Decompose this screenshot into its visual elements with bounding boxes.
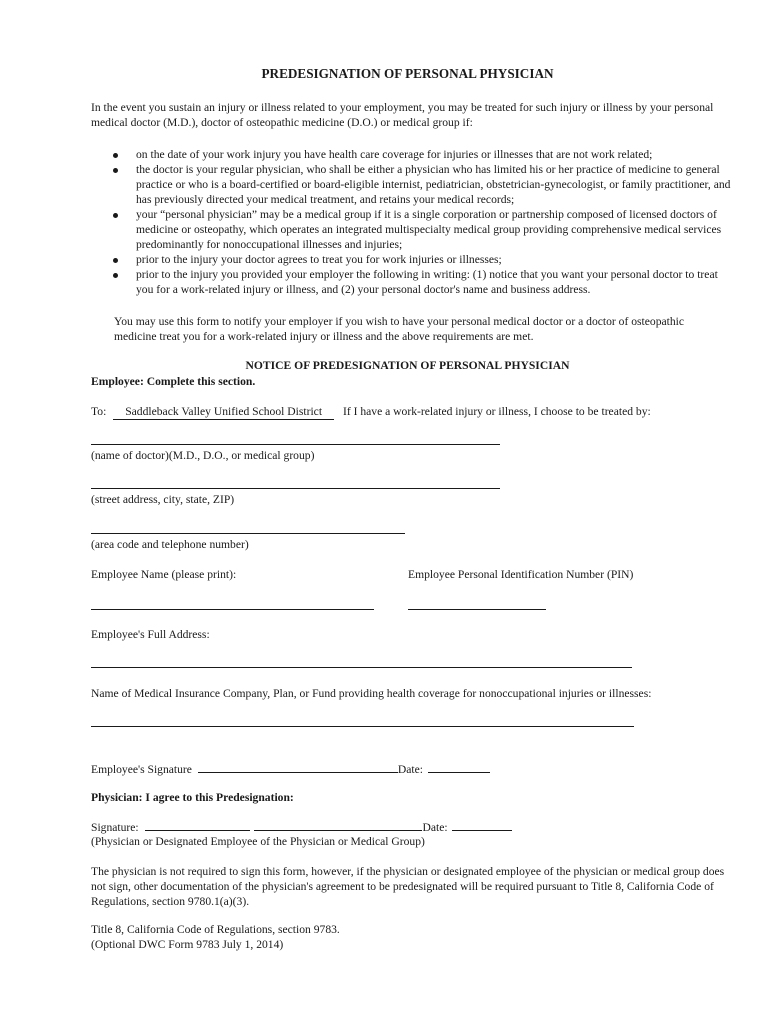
bullet-icon <box>113 168 118 173</box>
employee-section-heading: Employee: Complete this section. <box>91 375 256 388</box>
insurance-label: Name of Medical Insurance Company, Plan, or Fund providing health coverage for nonoccupational injuries or illnesses: <box>91 687 652 700</box>
employee-date-label: Date: <box>397 763 423 776</box>
physician-date-field[interactable] <box>452 819 512 831</box>
physician-date-label: Date: <box>422 821 448 834</box>
to-label: To: <box>91 405 107 418</box>
employee-address-label: Employee's Full Address: <box>91 628 210 641</box>
street-address-label: (street address, city, state, ZIP) <box>91 493 235 506</box>
physician-signature-row <box>91 819 512 835</box>
bullet-icon <box>113 273 118 278</box>
employee-signature-label: Employee's Signature <box>91 763 192 776</box>
phone-field[interactable] <box>91 533 405 534</box>
list-item: on the date of your work injury you have health care coverage for injuries or illnesses that are not work related; <box>91 147 731 162</box>
list-item: your “personal physician” may be a medical group if it is a single corporation or partnership composed of licensed doctors of medicine or osteopathy, which operates an integrated multispecialty medical group providing comprehensive medical services predominantly for nonoccupational illnesses and injuries; <box>91 207 731 252</box>
employee-name-field[interactable] <box>91 609 374 610</box>
doctor-name-label: (name of doctor)(M.D., D.O., or medical group) <box>91 449 315 462</box>
physician-note: The physician is not required to sign this form, however, if the physician or designated employee of the physician or medical group does not sign, other documentation of the physician's agreement to be predesignated will be required pursuant to Title 8, California Code of Regulations, section 9780.1(a)(3). <box>91 865 725 908</box>
notice-title: NOTICE OF PREDESIGNATION OF PERSONAL PHYSICIAN <box>245 359 570 372</box>
list-item: the doctor is your regular physician, who shall be either a physician who has limited his or her practice of medicine to general practice or who is a board-certified or board-eligible internist, pediatrician, obstetrician-gynecologist, or family practitioner, and has previously directed your medical treatment, and retains your medical records; <box>91 162 731 207</box>
list-item: prior to the injury you provided your employer the following in writing: (1) notice that you want your personal doctor to treat you for a work-related injury or illness, and (2) your personal doctor's name and business address. <box>91 267 731 297</box>
physician-signature-field-2[interactable] <box>254 819 422 831</box>
employee-address-field[interactable] <box>91 667 632 668</box>
physician-signature-field[interactable] <box>145 819 250 831</box>
employee-date-field[interactable] <box>428 761 490 773</box>
to-line <box>91 404 651 420</box>
bullet-icon <box>113 153 118 158</box>
physician-section-heading: Physician: I agree to this Predesignation: <box>91 791 294 804</box>
bullet-icon <box>113 258 118 263</box>
footer-citation: Title 8, California Code of Regulations, section 9783. <box>91 923 340 936</box>
doctor-name-field[interactable] <box>91 444 500 445</box>
bullet-icon <box>113 213 118 218</box>
employee-pin-field[interactable] <box>408 609 546 610</box>
physician-signature-label: Signature: <box>91 821 139 834</box>
to-suffix: If I have a work-related injury or illness, I choose to be treated by: <box>342 405 651 418</box>
employer-name-field[interactable]: Saddleback Valley Unified School District <box>113 404 334 420</box>
employee-pin-label: Employee Personal Identification Number (PIN) <box>408 568 634 581</box>
street-address-field[interactable] <box>91 488 500 489</box>
requirements-list <box>91 147 731 297</box>
physician-sub-label: (Physician or Designated Employee of the Physician or Medical Group) <box>91 835 425 848</box>
usage-note: You may use this form to notify your employer if you wish to have your personal medical doctor or a doctor of osteopathic medicine treat you for a work-related injury or illness and the above requirements are met. <box>114 315 685 343</box>
list-item: prior to the injury your doctor agrees to treat you for work injuries or illnesses; <box>91 252 731 267</box>
insurance-field[interactable] <box>91 726 634 727</box>
form-title: PREDESIGNATION OF PERSONAL PHYSICIAN <box>261 66 554 81</box>
footer-form-id: (Optional DWC Form 9783 July 1, 2014) <box>91 938 284 951</box>
employee-signature-row <box>91 761 490 777</box>
phone-label: (area code and telephone number) <box>91 538 249 551</box>
employee-name-label: Employee Name (please print): <box>91 568 237 581</box>
intro-paragraph: In the event you sustain an injury or illness related to your employment, you may be treated for such injury or illness by your personal medical doctor (M.D.), doctor of osteopathic medicine (D.O.) or medical group if: <box>91 101 714 129</box>
employee-signature-field[interactable] <box>198 761 398 773</box>
